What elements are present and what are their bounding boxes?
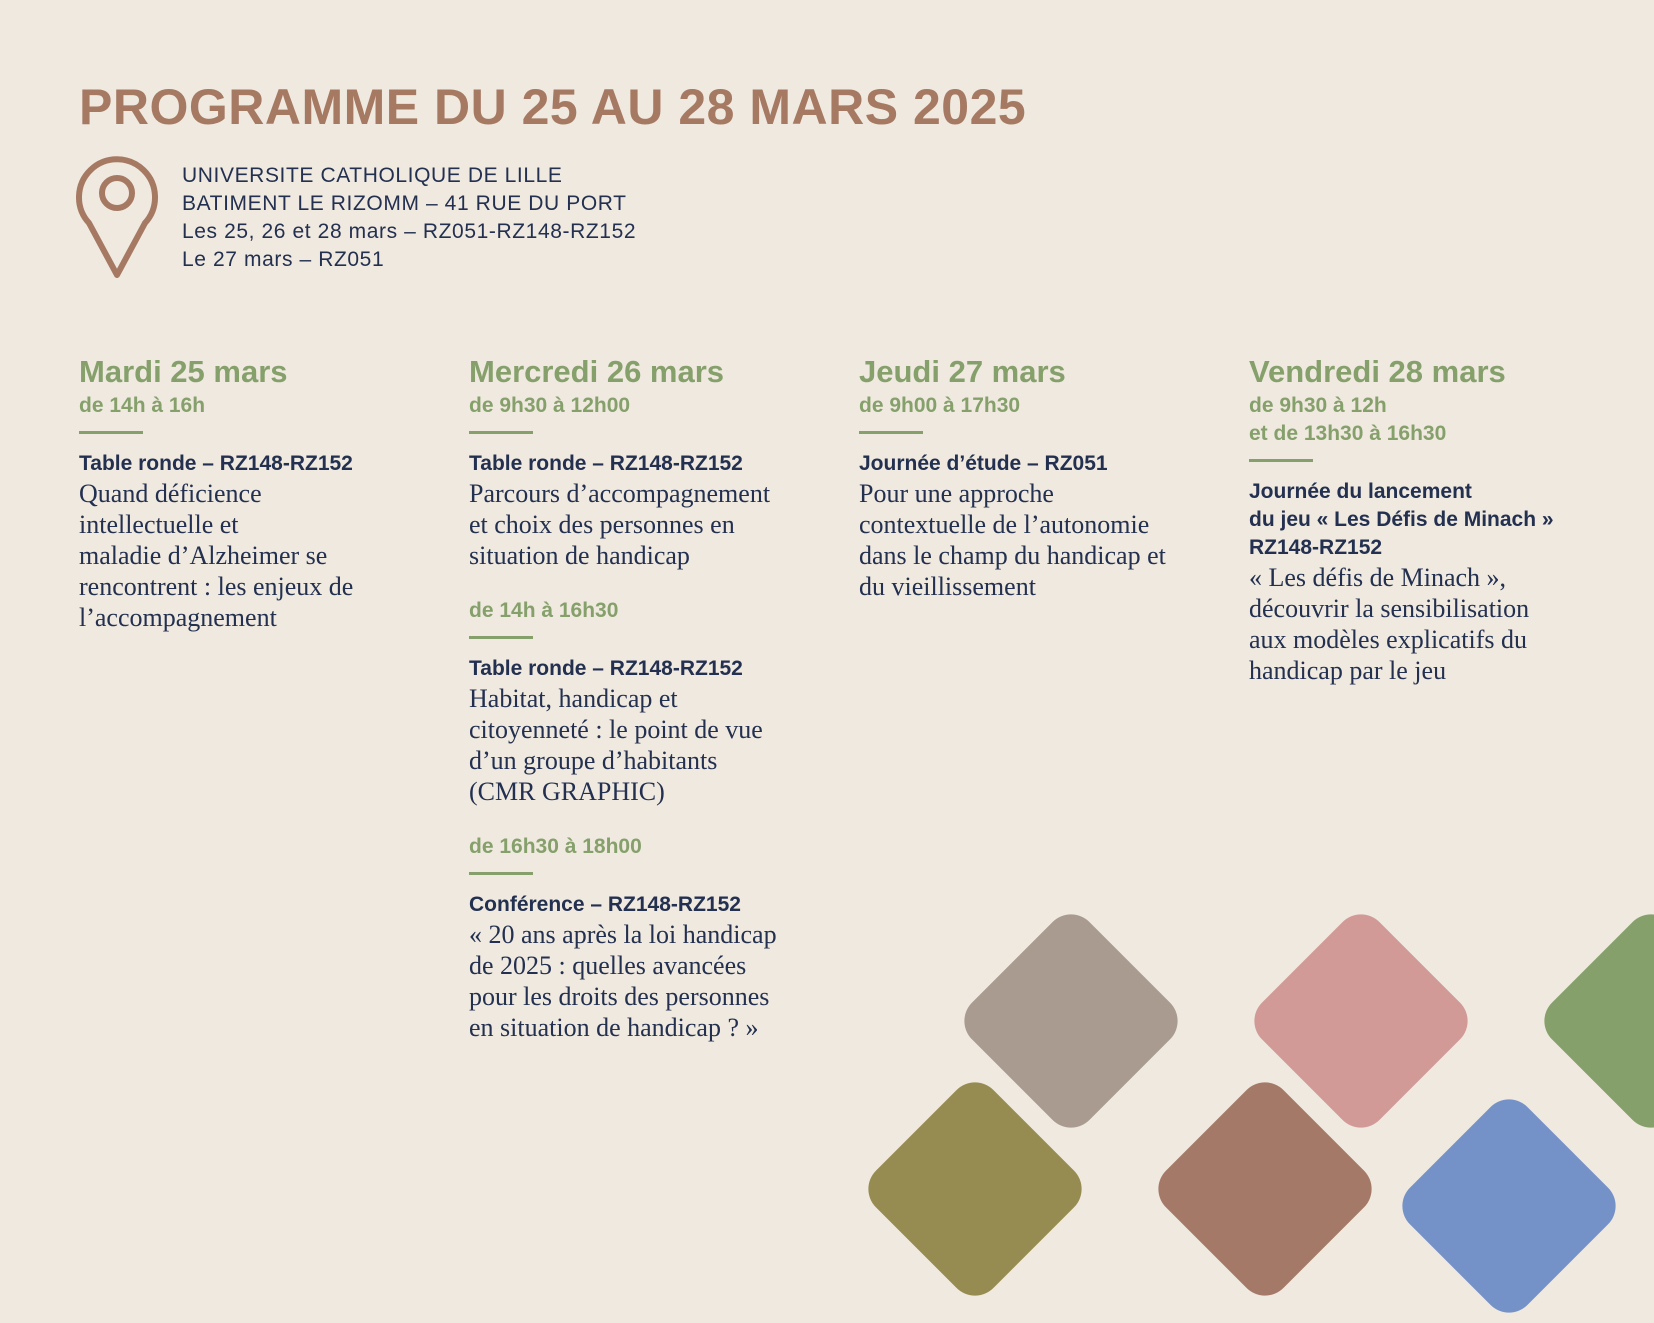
divider bbox=[79, 431, 143, 434]
divider bbox=[1249, 459, 1313, 462]
decorative-diamond bbox=[1534, 904, 1654, 1139]
session-type: Table ronde – RZ148-RZ152 bbox=[79, 452, 353, 475]
venue-info bbox=[182, 162, 636, 274]
description-line: découvrir la sensibilisation bbox=[1249, 594, 1530, 623]
description-line: handicap par le jeu bbox=[1249, 656, 1447, 685]
description-line: Parcours d’accompagnement bbox=[469, 479, 771, 508]
description-line: en situation de handicap ? » bbox=[469, 1013, 759, 1042]
session bbox=[469, 392, 809, 571]
session-description bbox=[469, 919, 809, 1043]
description-line: « Les défis de Minach », bbox=[1249, 563, 1507, 592]
day-heading: Vendredi 28 mars bbox=[1249, 354, 1506, 389]
description-line: contextuelle de l’autonomie bbox=[859, 510, 1150, 539]
description-line: « 20 ans après la loi handicap bbox=[469, 920, 777, 949]
session-time: de 9h30 à 12h00 bbox=[469, 394, 631, 417]
venue-line: UNIVERSITE CATHOLIQUE DE LILLE bbox=[182, 164, 563, 187]
session-time: de 9h00 à 17h30 bbox=[859, 394, 1021, 417]
session-type: du jeu « Les Défis de Minach » bbox=[1249, 508, 1554, 531]
venue-line: Le 27 mars – RZ051 bbox=[182, 248, 385, 271]
divider bbox=[859, 431, 923, 434]
session-type: Journée du lancement bbox=[1249, 480, 1472, 503]
session-type: Conférence – RZ148-RZ152 bbox=[469, 893, 741, 916]
day-column-wednesday bbox=[469, 352, 809, 1043]
session-type: Journée d’étude – RZ051 bbox=[859, 452, 1108, 475]
day-column-thursday bbox=[859, 352, 1199, 602]
description-line: intellectuelle et bbox=[79, 510, 239, 539]
session-time: de 14h à 16h30 bbox=[469, 599, 619, 622]
session-type: Table ronde – RZ148-RZ152 bbox=[469, 657, 743, 680]
session bbox=[469, 833, 809, 1043]
description-line: de 2025 : quelles avancées bbox=[469, 951, 747, 980]
description-line: l’accompagnement bbox=[79, 603, 277, 632]
description-line: situation de handicap bbox=[469, 541, 690, 570]
description-line: et choix des personnes en bbox=[469, 510, 735, 539]
divider bbox=[469, 872, 533, 875]
decorative-diamond bbox=[1392, 1089, 1627, 1323]
session bbox=[1249, 392, 1589, 686]
description-line: pour les droits des personnes bbox=[469, 982, 770, 1011]
description-line: du vieillissement bbox=[859, 572, 1036, 601]
location-pin-icon bbox=[76, 155, 158, 284]
page-title: PROGRAMME DU 25 AU 28 MARS 2025 bbox=[79, 79, 1027, 135]
day-heading: Mercredi 26 mars bbox=[469, 354, 725, 389]
description-line: citoyenneté : le point de vue bbox=[469, 715, 763, 744]
description-line: Quand déficience bbox=[79, 479, 262, 508]
session bbox=[859, 392, 1199, 602]
description-line: dans le champ du handicap et bbox=[859, 541, 1166, 570]
description-line: (CMR GRAPHIC) bbox=[469, 777, 665, 806]
day-column-tuesday bbox=[79, 352, 419, 633]
session-type: Table ronde – RZ148-RZ152 bbox=[469, 452, 743, 475]
day-column-friday bbox=[1249, 352, 1589, 686]
session-description bbox=[1249, 562, 1589, 686]
session-time: de 16h30 à 18h00 bbox=[469, 835, 642, 858]
description-line: aux modèles explicatifs du bbox=[1249, 625, 1527, 654]
session-description bbox=[859, 478, 1199, 602]
divider bbox=[469, 431, 533, 434]
session bbox=[469, 597, 809, 807]
session-time: de 9h30 à 12h bbox=[1249, 394, 1387, 417]
session-time: et de 13h30 à 16h30 bbox=[1249, 422, 1447, 445]
day-heading: Mardi 25 mars bbox=[79, 354, 288, 389]
session-description bbox=[469, 478, 809, 571]
day-heading: Jeudi 27 mars bbox=[859, 354, 1066, 389]
description-line: Habitat, handicap et bbox=[469, 684, 678, 713]
session-description bbox=[469, 683, 809, 807]
session-type: RZ148-RZ152 bbox=[1249, 536, 1383, 559]
session bbox=[79, 392, 419, 633]
description-line: d’un groupe d’habitants bbox=[469, 746, 718, 775]
description-line: Pour une approche bbox=[859, 479, 1054, 508]
venue-line: BATIMENT LE RIZOMM – 41 RUE DU PORT bbox=[182, 192, 627, 215]
description-line: maladie d’Alzheimer se bbox=[79, 541, 328, 570]
description-line: rencontrent : les enjeux de bbox=[79, 572, 354, 601]
venue-line: Les 25, 26 et 28 mars – RZ051-RZ148-RZ152 bbox=[182, 220, 637, 243]
session-description bbox=[79, 478, 419, 633]
divider bbox=[469, 636, 533, 639]
session-time: de 14h à 16h bbox=[79, 394, 206, 417]
